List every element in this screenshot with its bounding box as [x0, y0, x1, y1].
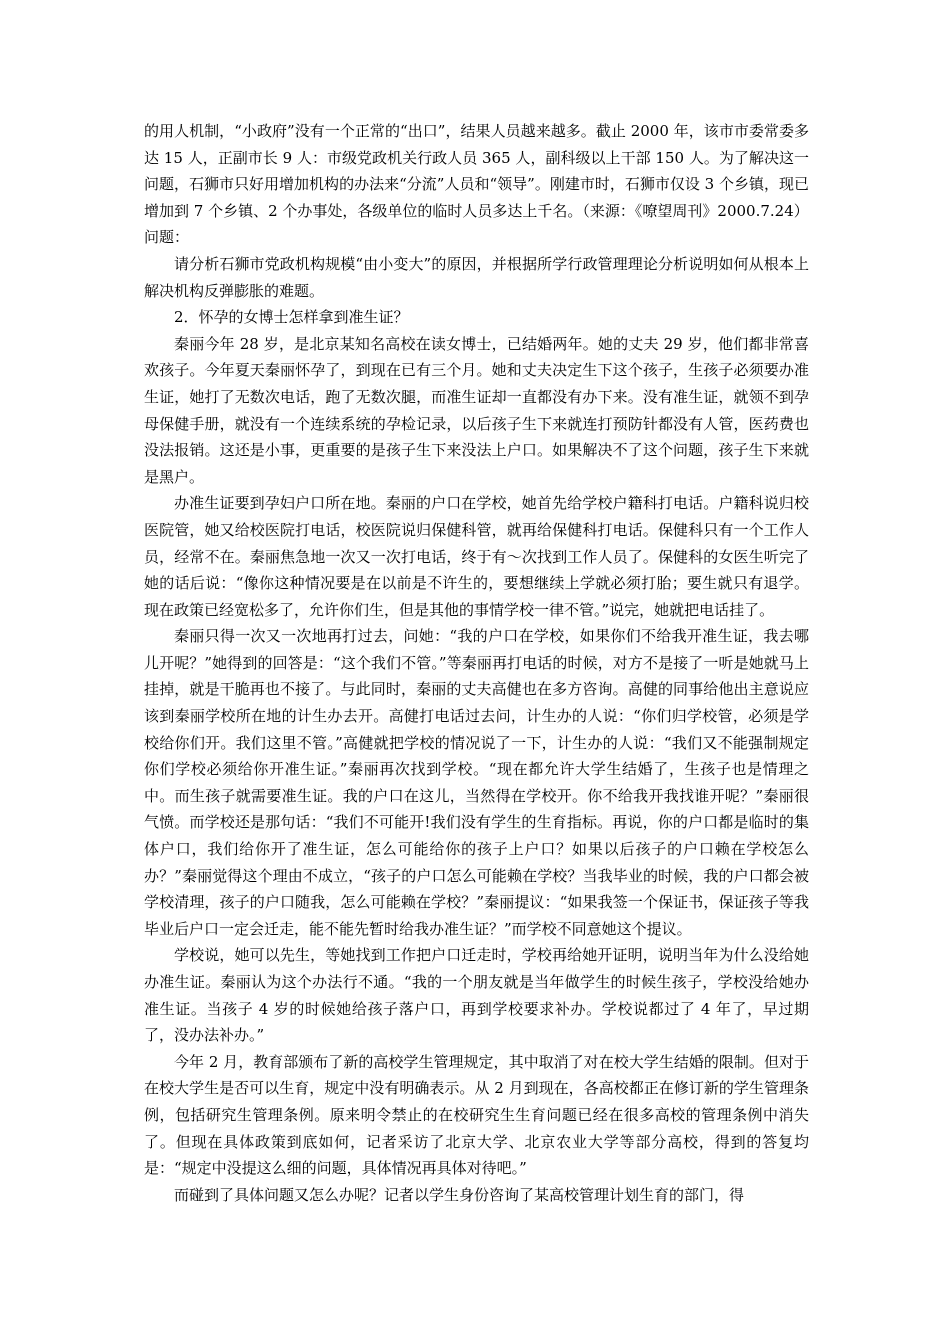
- question-text: 请分析石狮市党政机构规模“由小变大”的原因，并根据所学行政管理理论分析说明如何从根本上解决机构反弹膨胀的难题。: [144, 254, 809, 300]
- case-heading: 2．怀孕的女博士怎样拿到准生证？: [174, 308, 409, 327]
- document-page: [144, 118, 809, 1208]
- body-paragraph-10: 而碰到了具体问题又怎么办呢？记者以学生身份咨询了某高校管理计划生育的部门，得: [174, 1185, 745, 1204]
- body-paragraph-8: 学校说，她可以先生，等她找到工作把户口迁走时，学校再给她开证明，说明当年为什么没给她办准生证。秦丽认为这个办法行不通。“我的一个朋友就是当年做学生的时候生孩子，学校没给她办准生证。当孩子 4 岁的时候她给孩子落户口，再到学校要求补办。学校说都过了 4 年了，早过期了，没办法补办。”: [144, 946, 809, 1045]
- body-paragraph-9: 今年 2 月，教育部颁布了新的高校学生管理规定，其中取消了对在校大学生结婚的限制。但对于在校大学生是否可以生育，规定中没有明确表示。从 2 月到现在，各高校都正在修订新的学生管理条例，包括研究生管理条例。原来明令禁止的在校研究生生育问题已经在很多高校的管理条例中消失了。但现在具体政策到底如何，记者采访了北京大学、北京农业大学等部分高校，得到的答复均是：“规定中没提这么细的问题，具体情况再具体对待吧。”: [144, 1052, 809, 1178]
- body-paragraph-7: 秦丽只得一次又一次地再打过去，问她：“我的户口在学校，如果你们不给我开准生证，我去哪儿开呢？”她得到的回答是：“这个我们不管。”等秦丽再打电话的时候，对方不是接了一听是她就马上挂掉，就是干脆再也不接了。与此同时，秦丽的丈夫高健也在多方咨询。高健的同事给他出主意说应该到秦丽学校所在地的计生办去开。高健打电话过去问，计生办的人说：“你们归学校管，必须是学校给你们开。我们这里不管。”高健就把学校的情况说了一下，计生办的人说：“我们又不能强制规定你们学校必须给你开准生证。”秦丽再次找到学校。“现在都允许大学生结婚了，生孩子也是情理之中。而生孩子就需要准生证。我的户口在这儿，当然得在学校开。你不给我开我找谁开呢？”秦丽很气愤。而学校还是那句话：“我们不可能开!我们没有学生的生育指标。再说，你的户口都是临时的集体户口，我们给你开了准生证，怎么可能给你的孩子上户口？如果以后孩子的户口赖在学校怎么办？”秦丽觉得这个理由不成立，“孩子的户口怎么可能赖在学校？当我毕业的时候，我的户口都会被学校清理，孩子的户口随我，怎么可能赖在学校？”秦丽提议：“如果我签一个保证书，保证孩子等我毕业后户口一定会迁走，能不能先暂时给我办准生证？”而学校不同意她这个提议。: [144, 627, 809, 938]
- body-paragraph-1: 的用人机制，“小政府”没有一个正常的“出口”，结果人员越来越多。截止 2000 年，该市市委常委多达 15 人，正副市长 9 人：市级党政机关行政人员 365 人，副科级以上干部 150 人。为了解决这一问题，石狮市只好用增加机构的办法来“分流”人员和“领导”。刚建市时，石狮市仅设 3 个乡镇，现已增加到 7 个乡镇、2 个办事处，各级单位的临时人员多达上千名。（来源：《嘹望周刊》2000.7.24）: [144, 122, 809, 220]
- question-label: 问题：: [144, 228, 190, 247]
- body-paragraph-5: 秦丽今年 28 岁，是北京某知名高校在读女博士，已结婚两年。她的丈夫 29 岁，他们都非常喜欢孩子。今年夏天秦丽怀孕了，到现在已有三个月。她和丈夫决定生下这个孩子，生孩子必须要办准生证，她打了无数次电话，跑了无数次腿，而准生证却一直都没有办下来。没有准生证，就领不到孕母保健手册，就没有一个连续系统的孕检记录，以后孩子生下来就连打预防针都没有人管，医药费也没法报销。这还是小事，更重要的是孩子生下来没法上户口。如果解决不了这个问题，孩子生下来就是黑户。: [144, 334, 809, 486]
- body-paragraph-6: 办准生证要到孕妇户口所在地。秦丽的户口在学校，她首先给学校户籍科打电话。户籍科说归校医院管，她又给校医院打电话，校医院说归保健科管，就再给保健科打电话。保健科只有一个工作人员，经常不在。秦丽焦急地一次又一次打电话，终于有～次找到工作人员了。保健科的女医生听完了她的话后说：“像你这种情况要是在以前是不许生的，要想继续上学就必须打胎；要生就只有退学。现在政策已经宽松多了，允许你们生，但是其他的事情学校一律不管。”说完，她就把电话挂了。: [144, 494, 809, 619]
